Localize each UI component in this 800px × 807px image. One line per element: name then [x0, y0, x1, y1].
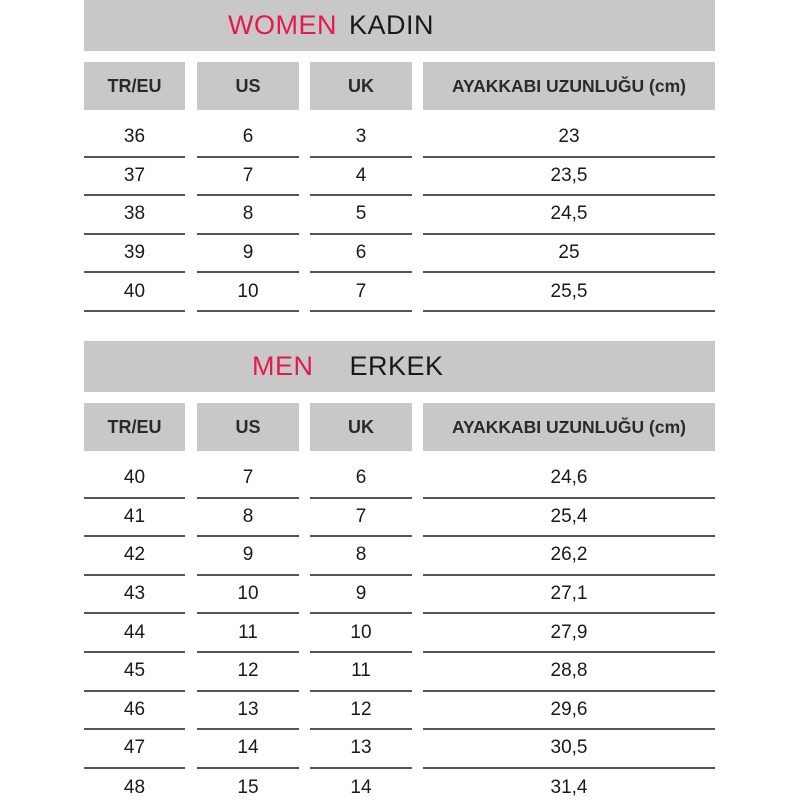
men-size-section [84, 341, 715, 807]
men-banner [84, 341, 715, 392]
table-row [84, 499, 715, 538]
men-title-tr: ERKEK [349, 351, 444, 381]
table-row [84, 730, 715, 769]
size-uk: 5 [310, 196, 412, 235]
table-row [84, 460, 715, 499]
size-uk: 11 [310, 653, 412, 692]
table-row [84, 537, 715, 576]
foot-length: 25 [423, 235, 715, 274]
size-tr-eu: 36 [84, 119, 185, 158]
size-uk: 10 [310, 614, 412, 653]
size-uk: 4 [310, 158, 412, 197]
women-size-section [84, 0, 715, 312]
size-tr-eu: 47 [84, 730, 185, 769]
foot-length: 24,5 [423, 196, 715, 235]
men-size-rows [84, 460, 715, 807]
size-uk: 12 [310, 692, 412, 731]
size-uk: 6 [310, 460, 412, 499]
foot-length: 26,2 [423, 537, 715, 576]
size-tr-eu: 48 [123, 777, 146, 799]
size-us: 6 [197, 119, 299, 158]
size-uk: 6 [310, 235, 412, 274]
column-header-foot-length: AYAKKABI UZUNLUĞU (cm) [423, 62, 715, 110]
size-uk: 8 [310, 537, 412, 576]
column-header-foot-length: AYAKKABI UZUNLUĞU (cm) [423, 403, 715, 451]
foot-length: 31,4 [550, 777, 588, 799]
size-us: 7 [197, 158, 299, 197]
foot-length: 25,5 [423, 273, 715, 312]
size-tr-eu: 40 [84, 273, 185, 312]
foot-length: 29,6 [423, 692, 715, 731]
size-uk: 3 [310, 119, 412, 158]
size-tr-eu: 39 [84, 235, 185, 274]
size-us: 7 [197, 460, 299, 499]
column-header-uk: UK [310, 62, 412, 110]
size-tr-eu: 46 [84, 692, 185, 731]
women-title-tr: KADIN [348, 10, 435, 40]
table-row [84, 273, 715, 312]
size-us: 9 [197, 235, 299, 274]
size-tr-eu: 45 [84, 653, 185, 692]
size-us: 11 [197, 614, 299, 653]
foot-length: 23 [423, 119, 715, 158]
table-row [84, 196, 715, 235]
size-us: 14 [197, 730, 299, 769]
table-row [84, 653, 715, 692]
size-tr-eu: 43 [84, 576, 185, 615]
size-tr-eu: 38 [84, 196, 185, 235]
table-row [84, 119, 715, 158]
size-uk: 7 [310, 273, 412, 312]
foot-length: 30,5 [423, 730, 715, 769]
foot-length: 23,5 [423, 158, 715, 197]
foot-length: 25,4 [423, 499, 715, 538]
men-header-row [84, 403, 715, 451]
foot-length: 28,8 [423, 653, 715, 692]
column-header-us: US [197, 403, 299, 451]
foot-length: 24,6 [423, 460, 715, 499]
column-header-tr-eu: TR/EU [84, 403, 185, 451]
size-us: 9 [197, 537, 299, 576]
size-us: 10 [197, 273, 299, 312]
table-row [84, 158, 715, 197]
foot-length: 27,9 [423, 614, 715, 653]
size-uk: 14 [350, 777, 372, 799]
women-header-row [84, 62, 715, 110]
size-us: 13 [197, 692, 299, 731]
women-title-en: WOMEN [228, 10, 337, 40]
column-header-us: US [197, 62, 299, 110]
size-uk: 13 [310, 730, 412, 769]
table-row [84, 576, 715, 615]
table-row [84, 692, 715, 731]
size-tr-eu: 42 [84, 537, 185, 576]
foot-length: 27,1 [423, 576, 715, 615]
size-tr-eu: 41 [84, 499, 185, 538]
size-us: 8 [197, 499, 299, 538]
size-tr-eu: 37 [84, 158, 185, 197]
size-us: 15 [237, 777, 259, 799]
women-size-rows [84, 119, 715, 312]
size-us: 12 [197, 653, 299, 692]
table-row [84, 614, 715, 653]
size-tr-eu: 40 [84, 460, 185, 499]
women-banner [84, 0, 715, 51]
column-header-tr-eu: TR/EU [84, 62, 185, 110]
size-uk: 7 [310, 499, 412, 538]
men-title-en: MEN [252, 351, 314, 381]
size-uk: 9 [310, 576, 412, 615]
size-tr-eu: 44 [84, 614, 185, 653]
size-us: 10 [197, 576, 299, 615]
column-header-uk: UK [310, 403, 412, 451]
table-row [84, 235, 715, 274]
table-row [84, 769, 715, 807]
size-us: 8 [197, 196, 299, 235]
